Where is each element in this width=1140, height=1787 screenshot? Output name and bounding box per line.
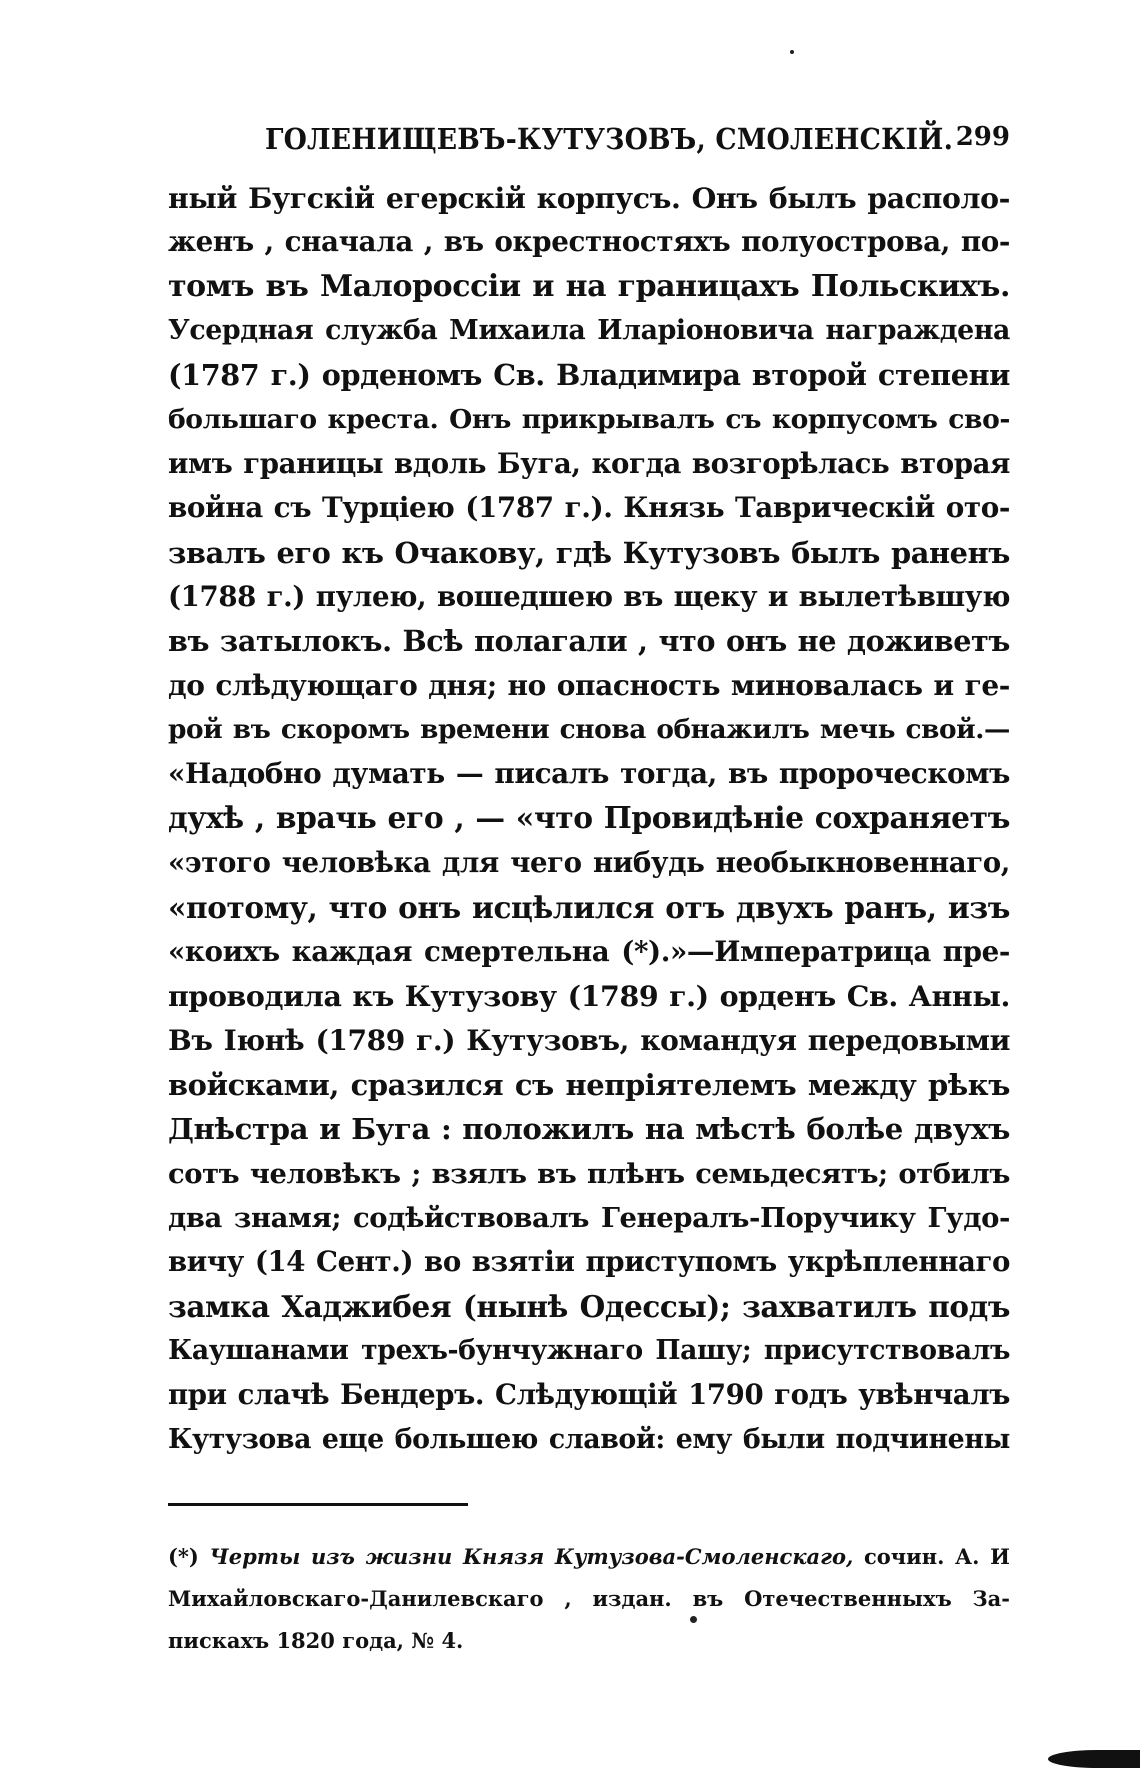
- text-line: Каушанами трехъ-бунчужнаго Пашу; присутствовалъ: [168, 1334, 1010, 1366]
- footnote-line: [168, 1536, 1010, 1578]
- text-line: (1787 г.) орденомъ Св. Владимира второй степени: [168, 358, 1010, 393]
- text-line: сотъ человѣкъ ; взялъ въ плѣнъ семьдесятъ; отбилъ: [168, 1157, 1010, 1190]
- text-line: замка Хаджибея (нынѣ Одессы); захватилъ подъ: [168, 1288, 1010, 1324]
- footnote-line: пискахъ 1820 года, № 4.: [168, 1628, 464, 1653]
- text-line: Днѣстра и Буга : положилъ на мѣстѣ болѣе двухъ: [168, 1112, 1010, 1147]
- text-line: при слачѣ Бендеръ. Слѣдующій 1790 годъ увѣнчалъ: [168, 1378, 1010, 1412]
- text-line: большаго креста. Онъ прикрывалъ съ корпусомъ сво-: [168, 403, 1010, 435]
- text-line: томъ въ Малороссіи и на границахъ Польскихъ.: [168, 268, 1010, 304]
- text-line: «Надобно думать — писалъ тогда, въ пророческомъ: [168, 757, 1010, 791]
- text-line: «потому, что онъ исцѣлился отъ двухъ ранъ, изъ: [168, 889, 1010, 925]
- text-line: Въ Іюнѣ (1789 г.) Кутузовъ, командуя передовыми: [168, 1023, 1010, 1057]
- text-line: звалъ его къ Очакову, гдѣ Кутузовъ былъ раненъ: [168, 535, 1010, 570]
- text-line: «коихъ каждая смертельна (*).»—Императрица пре-: [168, 934, 1010, 968]
- text-line: (1788 г.) пулею, вошедшею въ щеку и вылетѣвшую: [168, 580, 1010, 614]
- running-head: [170, 122, 1010, 162]
- footnote-marker: (*): [168, 1544, 199, 1569]
- page-number: 299: [955, 122, 1010, 152]
- text-line: два знамя; содѣйствовалъ Генералъ-Поручику Гудо-: [168, 1201, 1010, 1234]
- footnote-title: Черты изъ жизни Князя Кутузова-Смоленскаго,: [209, 1544, 854, 1569]
- text-line: войсками, сразился съ непріятелемъ между рѣкъ: [168, 1067, 1010, 1102]
- text-line: ный Бугскій егерскій корпусъ. Онъ былъ располо-: [168, 181, 1010, 215]
- text-line: рой въ скоромъ времени снова обнажилъ мечь свой.—: [168, 714, 1010, 746]
- text-line: война съ Турціею (1787 г.). Князь Таврическій ото-: [168, 491, 1010, 525]
- text-line: Усердная служба Михаила Иларіоновича награждена: [168, 315, 1010, 347]
- text-line: женъ , сначала , въ окрестностяхъ полуострова, по-: [168, 225, 1010, 259]
- text-line: Кутузова еще большею славой: ему были подчинены: [168, 1423, 1010, 1455]
- text-line: духѣ , врачь его , — «что Провидѣніе сохраняетъ: [168, 800, 1010, 836]
- print-speck: [790, 50, 794, 54]
- footnote-rule: [168, 1503, 468, 1506]
- footnote-author: сочин. А. И: [863, 1544, 1010, 1569]
- body-text: [168, 176, 1010, 1462]
- text-line: въ затылокъ. Всѣ полагали , что онъ не доживетъ: [168, 624, 1010, 659]
- text-line: до слѣдующаго дня; но опасность миновалась и ге-: [168, 668, 1010, 702]
- text-line: проводила къ Кутузову (1789 г.) орденъ Св. Анны.: [168, 979, 1010, 1014]
- running-title: ГОЛЕНИЩЕВЪ-КУТУЗОВЪ, СМОЛЕНСКІЙ.: [265, 122, 954, 156]
- print-speck: [690, 1616, 697, 1623]
- page-edge-mark: [1048, 1750, 1140, 1768]
- text-line: имъ границы вдоль Буга, когда возгорѣлась вторая: [168, 447, 1010, 481]
- text-line: «этого человѣка для чего нибудь необыкновеннаго,: [168, 846, 1010, 880]
- footnote-line: Михайловскаго-Данилевскаго , издан. въ Отечественныхъ За-: [168, 1586, 1010, 1611]
- footnote: [168, 1536, 1010, 1662]
- text-line: вичу (14 Сент.) во взятіи приступомъ укрѣпленнаго: [168, 1245, 1010, 1279]
